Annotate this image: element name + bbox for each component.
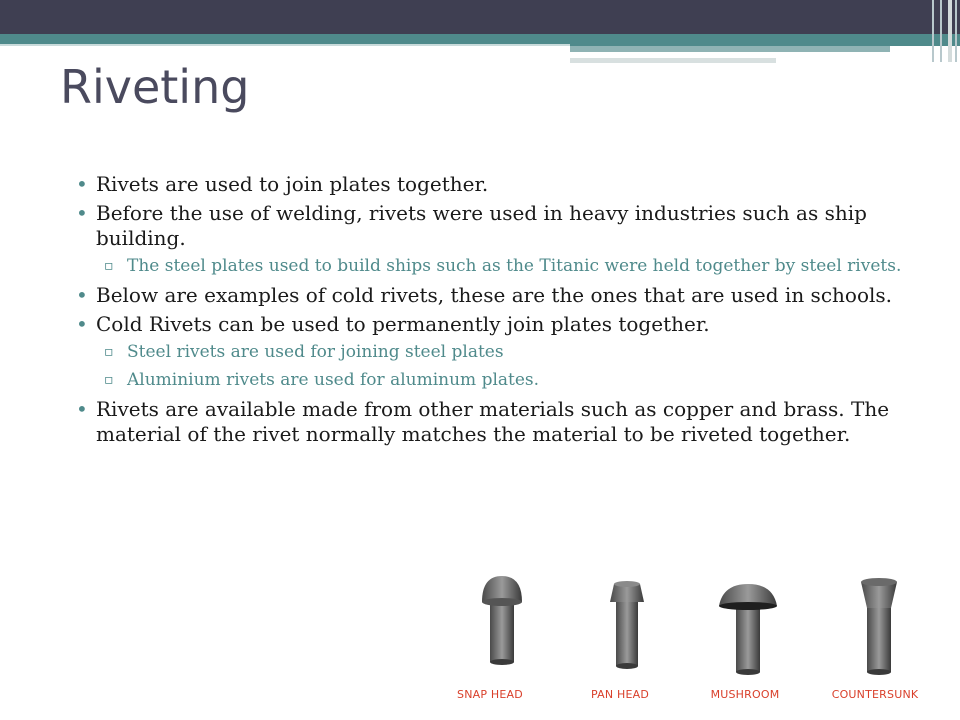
bullet-item	[72, 172, 912, 197]
sub-bullet-item	[96, 255, 912, 277]
slide-title: Riveting	[60, 60, 250, 114]
sub-bullet-item	[96, 369, 912, 391]
rivet-label: SNAP HEAD	[457, 688, 523, 701]
sub-bullet-item	[96, 341, 912, 363]
snap-head-rivet-icon	[450, 570, 570, 680]
rivet-label: PAN HEAD	[591, 688, 649, 701]
header-underline	[570, 58, 776, 63]
header-deco-line	[948, 0, 952, 62]
sub-bullet-text: Steel rivets are used for joining steel plates	[127, 342, 504, 362]
bullet-text: Before the use of welding, rivets were used in heavy industries such as ship building.	[96, 201, 867, 250]
bullet-item	[72, 312, 912, 391]
pan-head-rivet-icon	[570, 570, 690, 680]
header-accent-strip	[570, 46, 890, 52]
bullet-text: Cold Rivets can be used to permanently join plates together.	[96, 312, 710, 336]
bullet-item	[72, 283, 912, 308]
slide-body	[72, 172, 912, 451]
rivet-examples	[440, 570, 940, 710]
bullet-item	[72, 397, 912, 447]
sub-bullet-list	[96, 255, 912, 277]
bullet-text: Below are examples of cold rivets, these are the ones that are used in schools.	[96, 283, 893, 307]
bullet-item	[72, 201, 912, 277]
bullet-list	[72, 172, 912, 447]
countersunk-rivet-icon	[815, 570, 935, 680]
bullet-text: Rivets are used to join plates together.	[96, 172, 489, 196]
rivet-label: COUNTERSUNK	[831, 688, 919, 701]
header-divider	[0, 44, 570, 46]
sub-bullet-list	[96, 341, 912, 391]
mushroom-rivet-icon	[695, 570, 815, 680]
rivet-label: MUSHROOM	[710, 688, 780, 701]
header-bar	[0, 0, 960, 34]
header-deco-line	[932, 0, 934, 62]
header-deco-line	[955, 0, 957, 62]
sub-bullet-text: Aluminium rivets are used for aluminum plates.	[127, 370, 540, 390]
header-deco-line	[940, 0, 942, 62]
sub-bullet-text: The steel plates used to build ships such as the Titanic were held together by steel rivets.	[127, 256, 902, 276]
bullet-text: Rivets are available made from other materials such as copper and brass. The material of the rivet normally matches the material to be riveted together.	[96, 397, 890, 446]
